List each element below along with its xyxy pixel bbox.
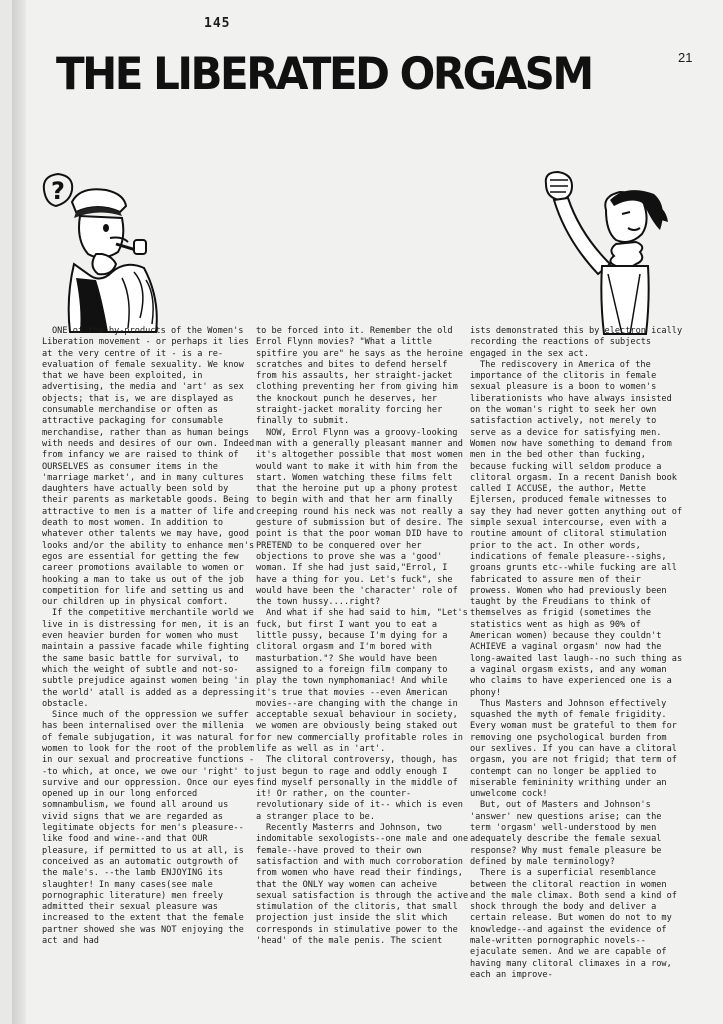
paragraph: The rediscovery in America of the importance of the clitoris in female sexual pleasure is a boon to women's liberationists who have always insisted on the woman's right to seek her own satisfaction actively, not merely to serve as a device for satisfying men. Women now have something to demand from men in the bed other than fucking, because fucking will seldom produce a clitoral orgasm. In a recent Danish book called I ACCUSE, the author, Mette Ejlersen, produced female witnesses to say they had never gotten anything out of simple sexual intercourse, even with a routine amount of clitoral stimulation prior to the act. In other words, indications of female pleasure--sighs, groans grunts etc--while fucking are all fabricated to assure men of their prowess. Women who had previously been taught by the Freudians to think of themselves as frigid (sometimes the statistics went as high as 90% of American women) because they couldn't ACHIEVE a vaginal orgasm' now had the long-awaited last laugh--no such thing as a vaginal orgasm exists, and any woman who claims to have experienced one is a phony! (470, 359, 683, 698)
page-binding-edge (12, 0, 26, 1024)
thinking-man-with-pipe-cartoon (36, 168, 168, 338)
paragraph: ists demonstrated this by electron ically recording the reactions of subjects engaged in the sex act. (470, 326, 683, 359)
magazine-page (12, 0, 723, 1024)
paragraph: ONE of the by-products of the Women's Liberation movement - or perhaps it lies at the very centre of it - is a re-evaluation of female sexuality. We know that we have been exploited, in advertising, the media and 'art' as sex objects; that is, we are displayed as consumable merchandise or often as attractive packaging for consumable merchandise, rather than as human beings with needs and desires of our own. Indeed from infancy we are raised to think of OURSELVES as consumer items in the 'marriage market', and in many cultures daughters have actually been sold by their parents as marketable goods. Being attractive to men is a matter of life and death to most women. In addition to whatever other talents we may have, good looks and/or the ability to enhance men's egos are essential for getting the few career promotions available to women or hooking a man to take us out of the job competition for life and setting us and our children up in physical comfort. (42, 326, 255, 608)
paragraph: If the competitive merchantile world we live in is distressing for men, it is an even heavier burden for women who must maintain a passive facade while fighting the same basic battle for survival, to which the weight of subtle and not-so-subtle prejudice against women being 'in the world' atall is added as a depressing obstacle. (42, 608, 255, 709)
paragraph: There is a superficial resemblance between the clitoral reaction in women and the male climax. Both send a kind of shock through the body and deliver a certain release. But women do not to my knowledge--and against the evidence of male-written pornographic novels--ejaculate semen. And we are capable of having many clitoral climaxes in a row, each an improve- (470, 868, 677, 980)
article-title: THE LIBERATED ORGASM (56, 48, 592, 100)
paragraph: But, out of Masters and Johnson's 'answer' new questions arise; can the term 'orgasm' well-understood by men adequately describe the female sexual response? Why must female pleasure be defined by male terminology? (470, 800, 662, 867)
question-mark-label: ? (51, 177, 65, 205)
paragraph: to be forced into it. Remember the old Errol Flynn movies? "What a little spitfire you are" he says as the heroine scratches and bites to defend herself from his assaults, her straight-jacket clothing preventing her from giving him the knockout punch he deserves, her straight-jacket morality forcing her finally to submit. (256, 326, 463, 427)
paragraph: NOW, Errol Flynn was a groovy-looking man with a generally pleasant manner and it's altogether possible that most women would want to make it with him from the start. Women watching these films felt that the heroine put up a phony protest to begin with and that her arm finally creeping round his neck was not really a gesture of submission but of desire. The point is that the poor woman DID have to PRETEND to be conquered over her objections to prove she was a 'good' woman. If she had just said,"Errol, I have a thing for you. Let's fuck", she would have been the 'character' role of the town hussy....right? (256, 427, 463, 608)
raised-fist-woman-cartoon (536, 170, 678, 340)
folio-number: 145 (204, 16, 231, 31)
text-column-2 (256, 326, 470, 947)
paragraph: The clitoral controversy, though, has just begun to rage and oddly enough I find myself personally in the middle of it! Or rather, on the counter-revolutionary side of it-- which is even a stranger place to be. (256, 755, 463, 822)
paragraph: And what if she had said to him, "Let's fuck, but first I want you to eat a little pussy, because I'm dying for a clitoral orgasm and I'm bored with masturbation."? She would have been assigned to a foreign film company to play the town nymphomaniac! And while it's true that movies --even American movies--are changing with the change in acceptable sexual behaviour in society, we women are obviously being staked out for new commercially profitable roles in life as well as in 'art'. (256, 608, 468, 754)
paragraph: Thus Masters and Johnson effectively squashed the myth of female frigidity. Every woman must be grateful to them for removing one psychological burden from our sexlives. If you can have a clitoral orgasm, you are not frigid; that term of contempt can no longer be applied to miserable femininity writhing under an unwelcome cock! (470, 698, 677, 800)
text-column-1 (42, 326, 256, 947)
page-number: 21 (678, 50, 693, 65)
paragraph: Recently Masterrs and Johnson, two indomitable sexologists--one male and one female--have proved to their own satisfaction and with much corroboration from women who have read their findings, that the ONLY way women can acheive sexual satisfaction is through the active stimulation of the clitoris, that small projection just inside the slit which corresponds in stimulative power to the 'head' of the male penis. The scient (256, 823, 469, 947)
paragraph: Since much of the oppression we suffer has been internalised over the millenia of female subjugation, it was natural for women to look for the root of the problem in our sexual and procreative functions --to which, at once, we owe our 'right' to survive and our oppression. Once our eyes opened up in our long enforced somnambulism, we found all around us vivid signs that we are regarded as legitimate objects for men's pleasure--like food and wine--and that OUR pleasure, if permitted to us at all, is conceived as an automatic outgrowth of the male's. --the lamb ENJOYING its slaughter! In many cases(see male pornographic literature) men freely admitted their sexual pleasure was increased to the extent that the female partner showed she was NOT enjoying the act and had (42, 710, 255, 947)
text-column-3 (470, 326, 684, 981)
